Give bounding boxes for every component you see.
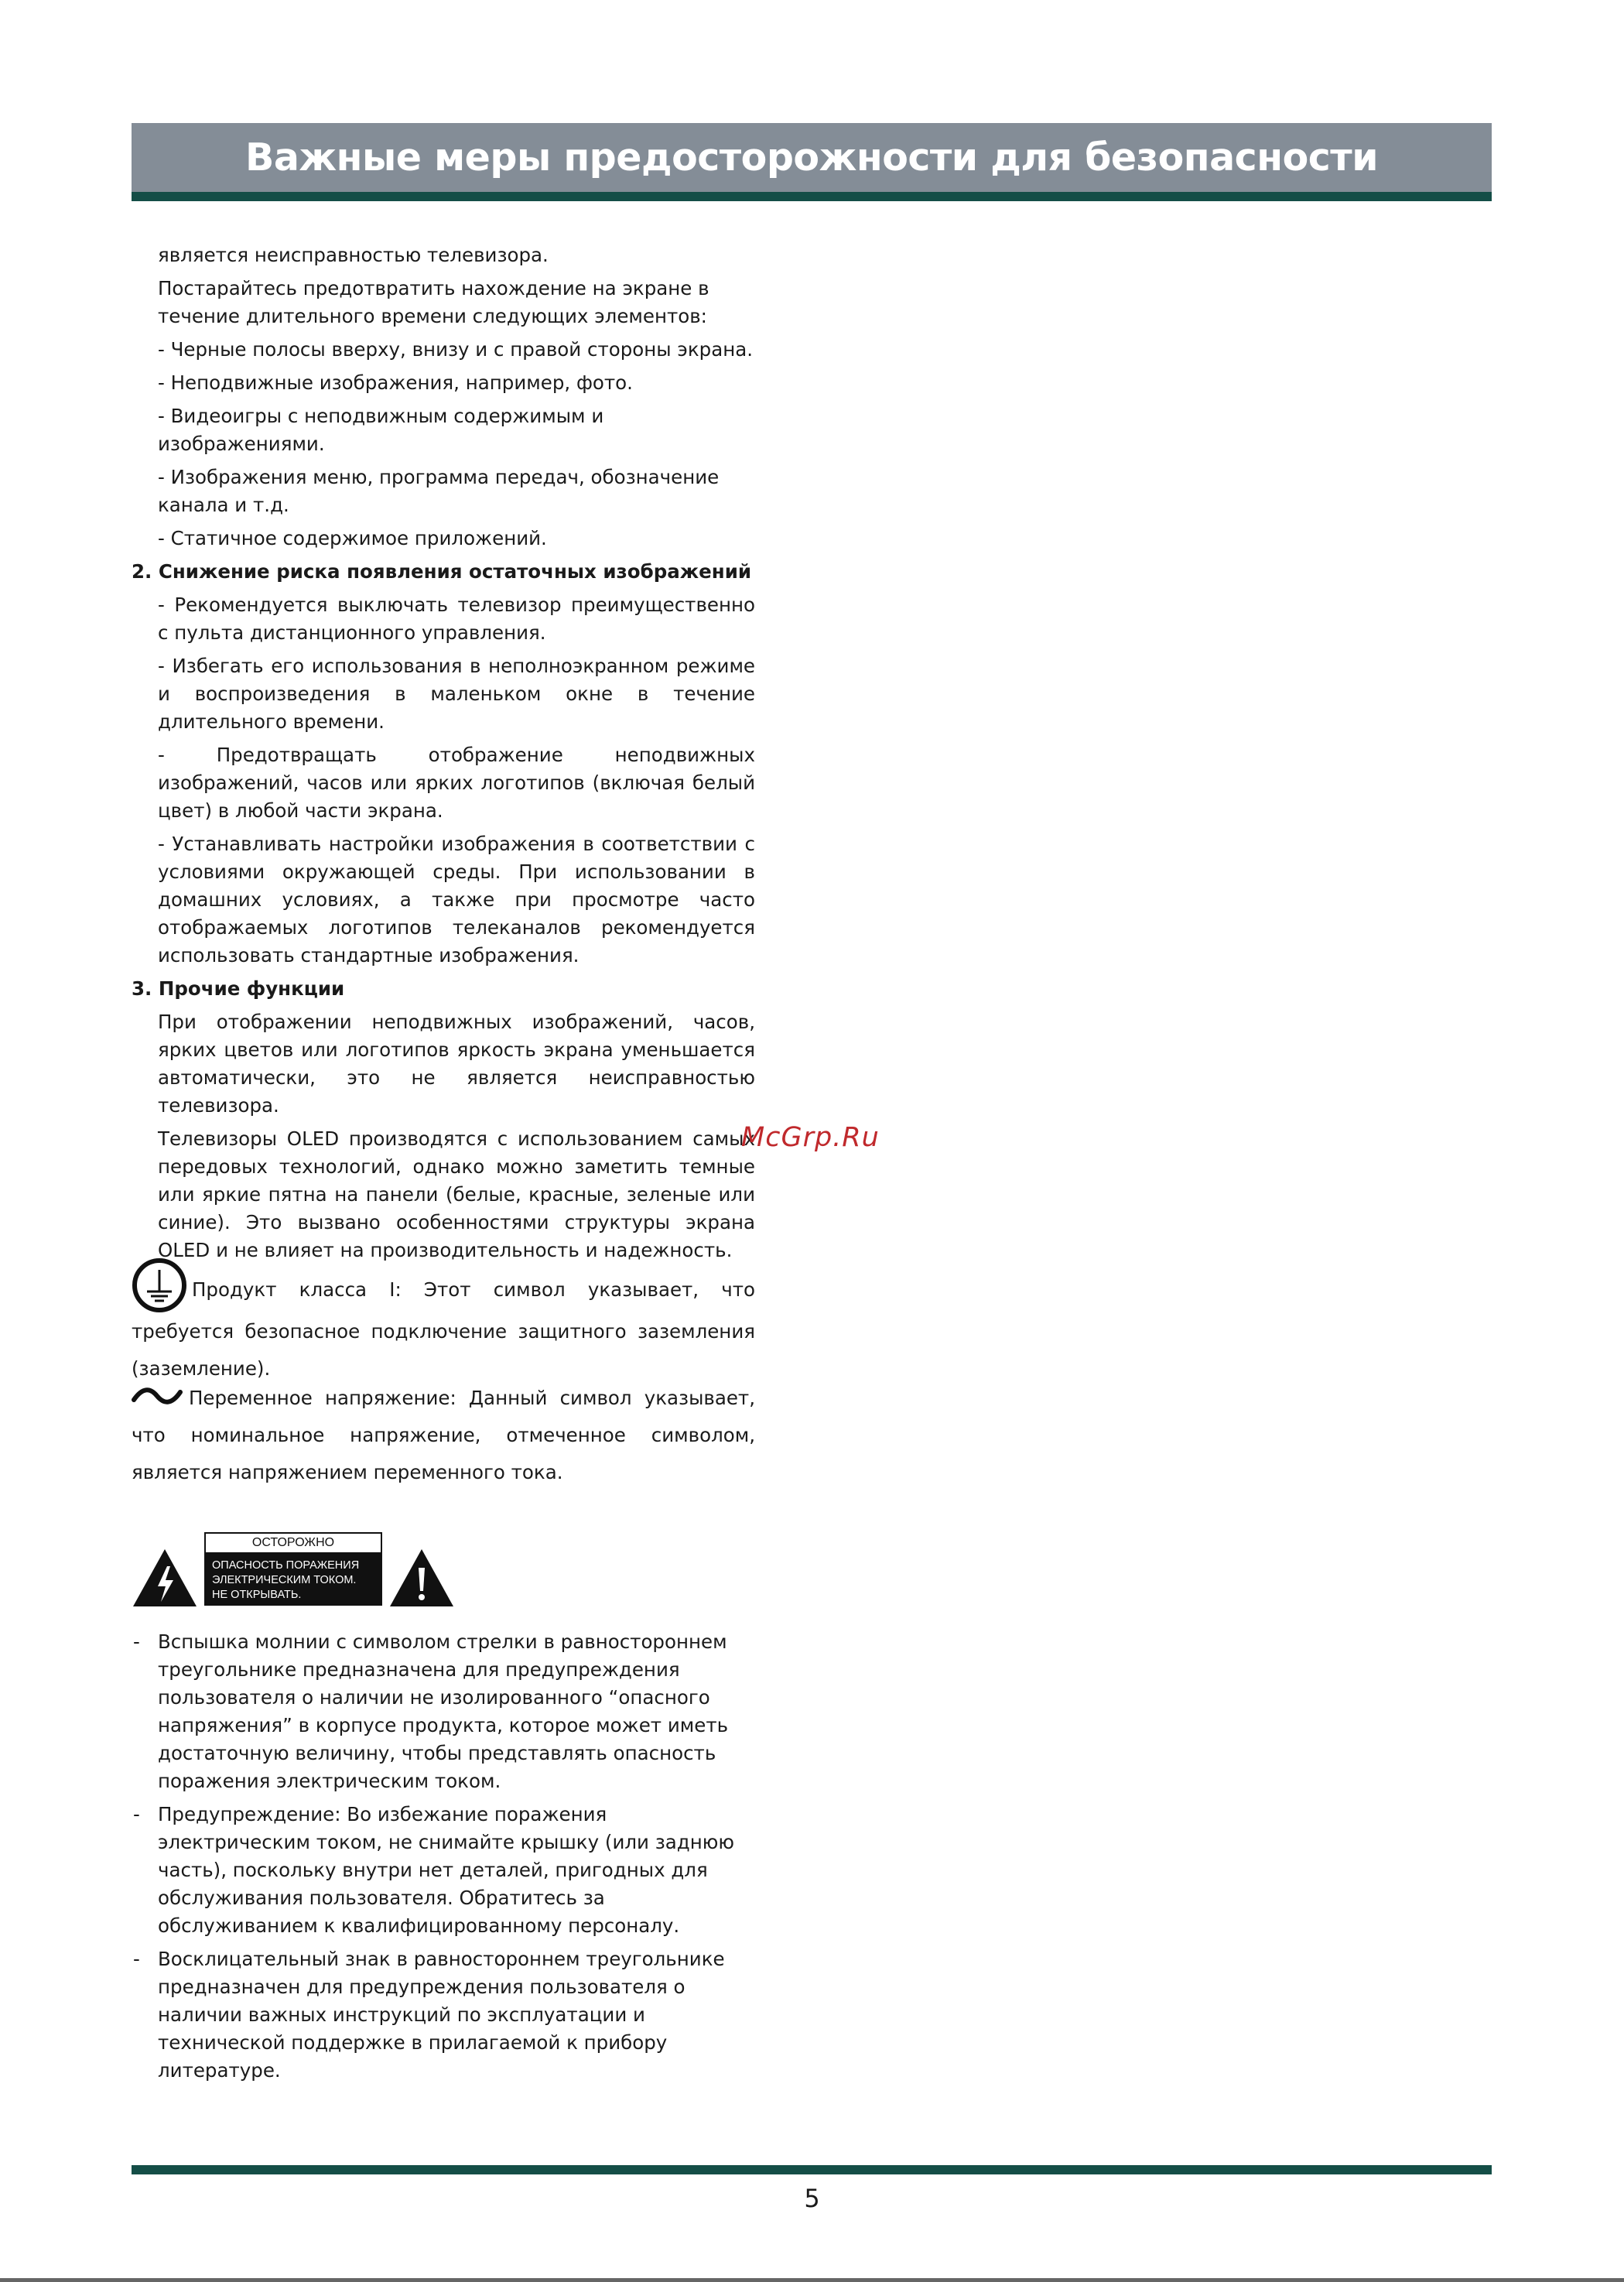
list-item: - Избегать его использования в неполноэкранном режиме и воспроизведения в маленьком окне в течение длительного времени. [158, 655, 755, 733]
header-rule [132, 192, 1492, 201]
footer-rule [132, 2165, 1492, 2174]
paragraph: Телевизоры OLED производятся с использованием самых передовых технологий, однако можно заметить темные или яркие пятна на панели (белые, красные, зеленые или синие). Это вызвано особенностями структуры экрана OLED и не влияет на производительность и надежность. [158, 1127, 755, 1261]
ac-symbol-note [132, 1380, 755, 1491]
exclamation-warning-icon [388, 1548, 455, 1608]
caution-line: ОПАСНОСТЬ ПОРАЖЕНИЯ [212, 1559, 360, 1572]
class1-symbol-note [132, 1257, 755, 1387]
bullet-dash: - [133, 1630, 140, 1653]
caution-box [204, 1532, 382, 1606]
list-item: - Предотвращать отображение неподвижных изображений, часов или ярких логотипов (включая белый цвет) в любой части экрана. [158, 744, 755, 822]
intro-paragraph: Постарайтесь предотвратить нахождение на экране в течение длительного времени следующих элементов: [158, 277, 709, 327]
caution-line: ЭЛЕКТРИЧЕСКИМ ТОКОМ. [212, 1574, 357, 1586]
list-item: - Устанавливать настройки изображения в соответствии с условиями окружающей среды. При использовании в домашних условиях, а также при просмотре часто отображаемых логотипов телеканалов рекомендуется использовать стандартные изображения. [158, 833, 755, 967]
ac-text: Переменное напряжение: Данный символ указывает, что номинальное напряжение, отмеченное символом, является напряжением переменного тока. [132, 1387, 755, 1483]
list-item: - Неподвижные изображения, например, фото. [158, 371, 633, 394]
section-heading-3: 3. Прочие функции [132, 977, 345, 1000]
caution-body [206, 1554, 381, 1606]
section-heading-2: 2. Снижение риска появления остаточных изображений [132, 560, 752, 583]
warning-bullets [132, 1628, 755, 2090]
list-item: - Видеоигры с неподвижным содержимым и изображениями. [158, 405, 604, 455]
bullet-dash: - [133, 1948, 140, 1970]
class1-text: Продукт класса I: Этот символ указывает, что требуется безопасное подключение защитного заземления (заземление). [132, 1278, 755, 1380]
caution-label [132, 1528, 456, 1610]
page-title: Важные меры предосторожности для безопасности [244, 135, 1379, 180]
bullet-text: Восклицательный знак в равностороннем треугольнике предназначен для предупреждения пользователя о наличии важных инструкций по эксплуатации и технической поддержке в прилагаемой к прибору литературе. [158, 1948, 725, 2082]
main-column [132, 241, 755, 1270]
list-item: - Черные полосы вверху, внизу и с правой стороны экрана. [158, 338, 754, 361]
list-item: - Статичное содержимое приложений. [158, 527, 547, 549]
bottom-band [0, 2278, 1624, 2282]
watermark: McGrp.Ru [741, 1122, 880, 1153]
caution-title: ОСТОРОЖНО [206, 1534, 381, 1554]
list-item: - Рекомендуется выключать телевизор преимущественно с пульта дистанционного управления. [158, 594, 755, 644]
caution-line: НЕ ОТКРЫВАТЬ. [212, 1589, 302, 1601]
list-item [132, 1801, 755, 1940]
bullet-dash: - [133, 1803, 140, 1825]
alternating-current-icon [132, 1384, 183, 1408]
intro-continuation: является неисправностью телевизора. [158, 244, 549, 266]
paragraph: При отображении неподвижных изображений, часов, ярких цветов или логотипов яркость экрана уменьшается автоматически, это не является неисправностью телевизора. [158, 1011, 755, 1117]
bullet-text: Вспышка молнии с символом стрелки в равностороннем треугольнике предназначена для предупреждения пользователя о наличии не изолированного “опасного напряжения” в корпусе продукта, которое может иметь достаточную величину, чтобы представлять опасность поражения электрическим током. [158, 1630, 729, 1792]
protective-earth-icon [132, 1257, 187, 1313]
list-item [132, 1945, 755, 2085]
lightning-warning-icon [132, 1548, 198, 1608]
list-item [132, 1628, 755, 1795]
list-item: - Изображения меню, программа передач, обозначение канала и т.д. [158, 466, 720, 516]
page-number: 5 [804, 2184, 820, 2213]
bullet-text: Предупреждение: Во избежание поражения электрическим током, не снимайте крышку (или заднюю часть), поскольку внутри нет деталей, пригодных для обслуживания пользователя. Обратитесь за обслуживанием к квалифицированному персоналу. [158, 1803, 734, 1937]
